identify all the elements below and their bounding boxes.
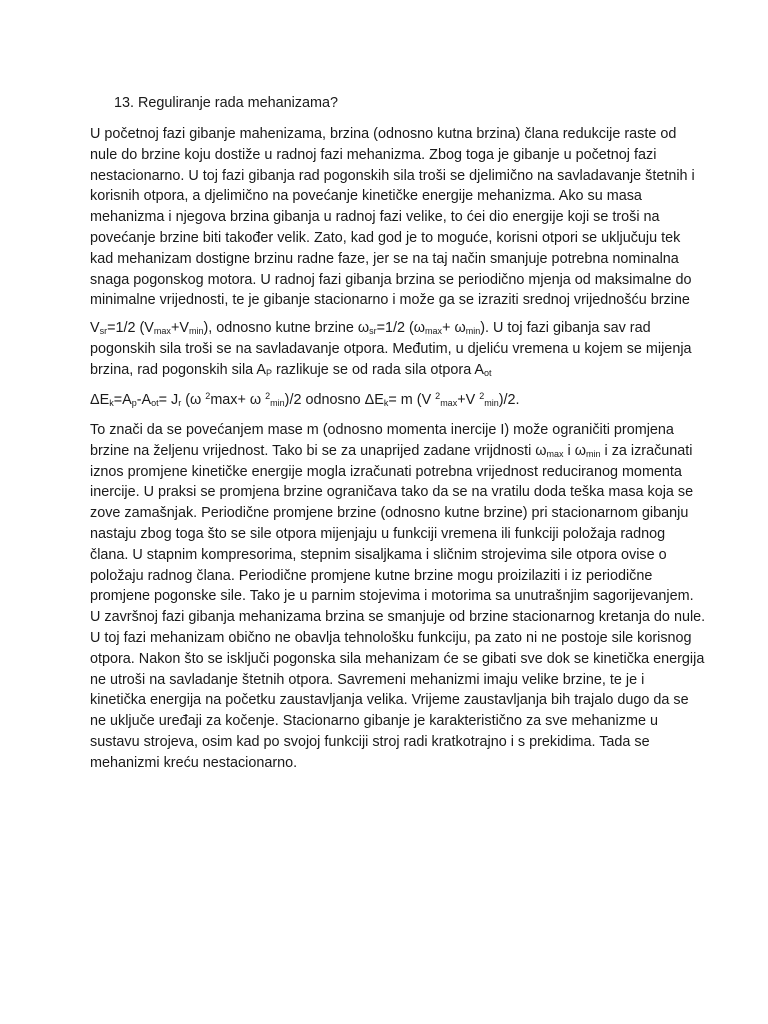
subscript: min bbox=[270, 398, 285, 408]
text-run: +V bbox=[170, 320, 189, 336]
mean-velocity-line bbox=[90, 318, 680, 339]
paragraph-line: snaga pogonskog motora. U radnoj fazi gibanja brzina se periodično mjenja od maksimalne do bbox=[90, 271, 692, 288]
paragraph-line: korisnih otpora, a djelimično na povećanje kinetičke energije mehanizma. Ako su masa bbox=[90, 188, 642, 205]
subscript: min bbox=[586, 448, 601, 459]
text-run: = m (V bbox=[388, 392, 436, 408]
text-run: ), odnosno kutne brzine ω bbox=[203, 320, 370, 336]
paragraph-line: nule do brzine koju dostiže u radnoj fazi mehanizma. Zbog toga je gibanje u početnoj fazi bbox=[90, 146, 657, 163]
paragraph-line: mehanizmi kreću nestacionarno. bbox=[90, 754, 298, 771]
paragraph-line: kad mehanizam dostigne brzinu radne faze, jer se na taj način smanjuje potrebna nominalna bbox=[90, 250, 679, 267]
text-run: +V bbox=[457, 392, 480, 408]
subscript: max bbox=[153, 326, 171, 336]
text-run: i za izračunati bbox=[600, 442, 693, 459]
text-run: =1/2 (ω bbox=[376, 320, 426, 336]
paragraph-line: sustavu strojeva, osim kad po svojoj funkciji stroj radi kratkotrajno i s prekidima. Tada se bbox=[90, 733, 650, 750]
subscript: k bbox=[109, 398, 114, 408]
subscript: min bbox=[188, 326, 204, 336]
subscript: sr bbox=[369, 326, 377, 336]
paragraph-line: kinetička energija na početku zaustavljanja velika. Vrijeme zaustavljanja bih trajalo dugo da se bbox=[90, 692, 689, 709]
paragraph-initial-phase bbox=[90, 124, 695, 311]
text-run: + ω bbox=[442, 320, 466, 336]
subscript: max bbox=[546, 448, 564, 459]
text-run: brzina, rad pogonskih sila A bbox=[90, 361, 266, 378]
superscript: 2 bbox=[205, 391, 211, 401]
superscript: 2 bbox=[265, 391, 271, 401]
subscript: max bbox=[425, 326, 443, 336]
text-run: ). U toj fazi gibanja sav rad bbox=[480, 320, 651, 336]
paragraph-line: minimalne vrijednosti, te je gibanje stacionarno i može ga se izraziti srednoj vrijednošću brzine bbox=[90, 292, 690, 309]
text-run: V bbox=[90, 320, 100, 336]
paragraph-line: promjene pogonske sile. Tako je u parnim stojevima i motorima sa unutrašnjim sagorijevanjem. bbox=[90, 588, 694, 605]
paragraph-line: iznos promjene kinetičke energije mogla izračunati potrebna vrijednost reduciranog momenta bbox=[90, 463, 682, 480]
paragraph-line: To znači da se povećanjem mase m (odnosno momenta inercije I) može ograničiti promjena bbox=[90, 422, 674, 438]
paragraph-line: U završnoj fazi gibanja mehanizama brzina se smanjuje od brzine stacionarnog kretanja do nule. bbox=[90, 609, 706, 626]
text-run: )/2. bbox=[498, 392, 520, 408]
text-run: = J bbox=[158, 392, 179, 408]
paragraph-line: nastaju zbog toga što se sile otpora mijenjaju u funkciji vremena ili funkciji položaja radnog bbox=[90, 525, 666, 542]
subscript: max bbox=[440, 398, 458, 408]
subscript: p bbox=[131, 398, 137, 408]
text-run: i ω bbox=[563, 442, 586, 459]
subscript: k bbox=[383, 398, 389, 408]
paragraph-line: pogonskih sila troši se na savladavanje otpora. Međutim, u djeliću vremena u kojem se mijenja bbox=[90, 340, 692, 357]
text-run: (ω bbox=[181, 392, 206, 408]
section-heading: 13. Reguliranje rada mehanizama? bbox=[114, 95, 338, 111]
superscript: 2 bbox=[435, 391, 441, 401]
paragraph-line: zove zamašnjak. Periodične promjene brzine (odnosno kutne brzine) pri stacionarnom gibanju bbox=[90, 505, 689, 522]
paragraph-line: ne utroši na savladanje štetnih otpora. Savremeni mehanizmi imaju velike brzine, te je i bbox=[90, 671, 645, 688]
paragraph-line: U toj fazi mehanizam obično ne obavlja tehnološku funkciju, pa zato ni ne postoje sile korisnog bbox=[90, 629, 692, 646]
text-run: max+ ω bbox=[210, 392, 266, 408]
text-run: -A bbox=[136, 392, 152, 408]
formula-line bbox=[90, 390, 680, 411]
paragraph-line: povećanje brzine biti također velik. Zato, kad god je to moguće, korisni otpori se uključuju tek bbox=[90, 229, 681, 246]
paragraph-line: otpora. Nakon što se isključi pogonska sila mehanizam će se gibati sve dok se kinetička energija bbox=[90, 650, 705, 667]
kinetic-energy-formula bbox=[90, 390, 680, 411]
paragraph-line: člana. U stapnim kompresorima, stepnim sisaljkama i sličnim strojevima sile otpora ovise o bbox=[90, 546, 667, 563]
subscript: min bbox=[465, 326, 481, 336]
subscript: sr bbox=[99, 326, 108, 336]
paragraph-line: mehanizma i njegova brzina gibanja u radnoj fazi velike, to ćei dio energije koji se troši na bbox=[90, 209, 660, 226]
paragraph-flywheel bbox=[90, 420, 706, 774]
superscript: 2 bbox=[479, 391, 485, 401]
paragraph-line: nestacionarno. U toj fazi gibanja rad pogonskih sila troši se djelimično na savladavanje štetnih i bbox=[90, 167, 695, 184]
text-run: )/2 odnosno ΔE bbox=[284, 392, 384, 408]
subscript: P bbox=[266, 367, 273, 378]
paragraph-line: ne uključe uređaji za kočenje. Stacionarno gibanje je karakteristično za sve mehanizme u bbox=[90, 713, 658, 730]
text-run: razlikuje se od rada sila otpora A bbox=[272, 361, 484, 378]
paragraph-line: položaju radnog člana. Periodične promjene kutne brzine mogu proizilaziti i iz periodične bbox=[90, 567, 653, 584]
paragraph-mean-velocity bbox=[90, 318, 692, 380]
subscript: ot bbox=[151, 398, 159, 408]
subscript: r bbox=[178, 398, 182, 408]
text-run: =1/2 (V bbox=[107, 320, 154, 336]
text-run: ΔE bbox=[90, 392, 110, 408]
paragraph-line: inercije. U praksi se promjena brzine ograničava tako da se na vratilu doda teška masa koja se bbox=[90, 484, 694, 501]
paragraph-line: U početnoj fazi gibanje mahenizama, brzina (odnosno kutna brzina) člana redukcije raste od bbox=[90, 126, 677, 142]
text-run: brzine na željenu vrijednost. Tako bi se za unaprijed zadane vrijdnosti ω bbox=[90, 442, 547, 459]
work-difference-line bbox=[90, 360, 680, 381]
text-run: =A bbox=[113, 392, 132, 408]
angular-velocity-line bbox=[90, 441, 693, 462]
subscript: ot bbox=[484, 367, 492, 378]
subscript: min bbox=[484, 398, 499, 408]
